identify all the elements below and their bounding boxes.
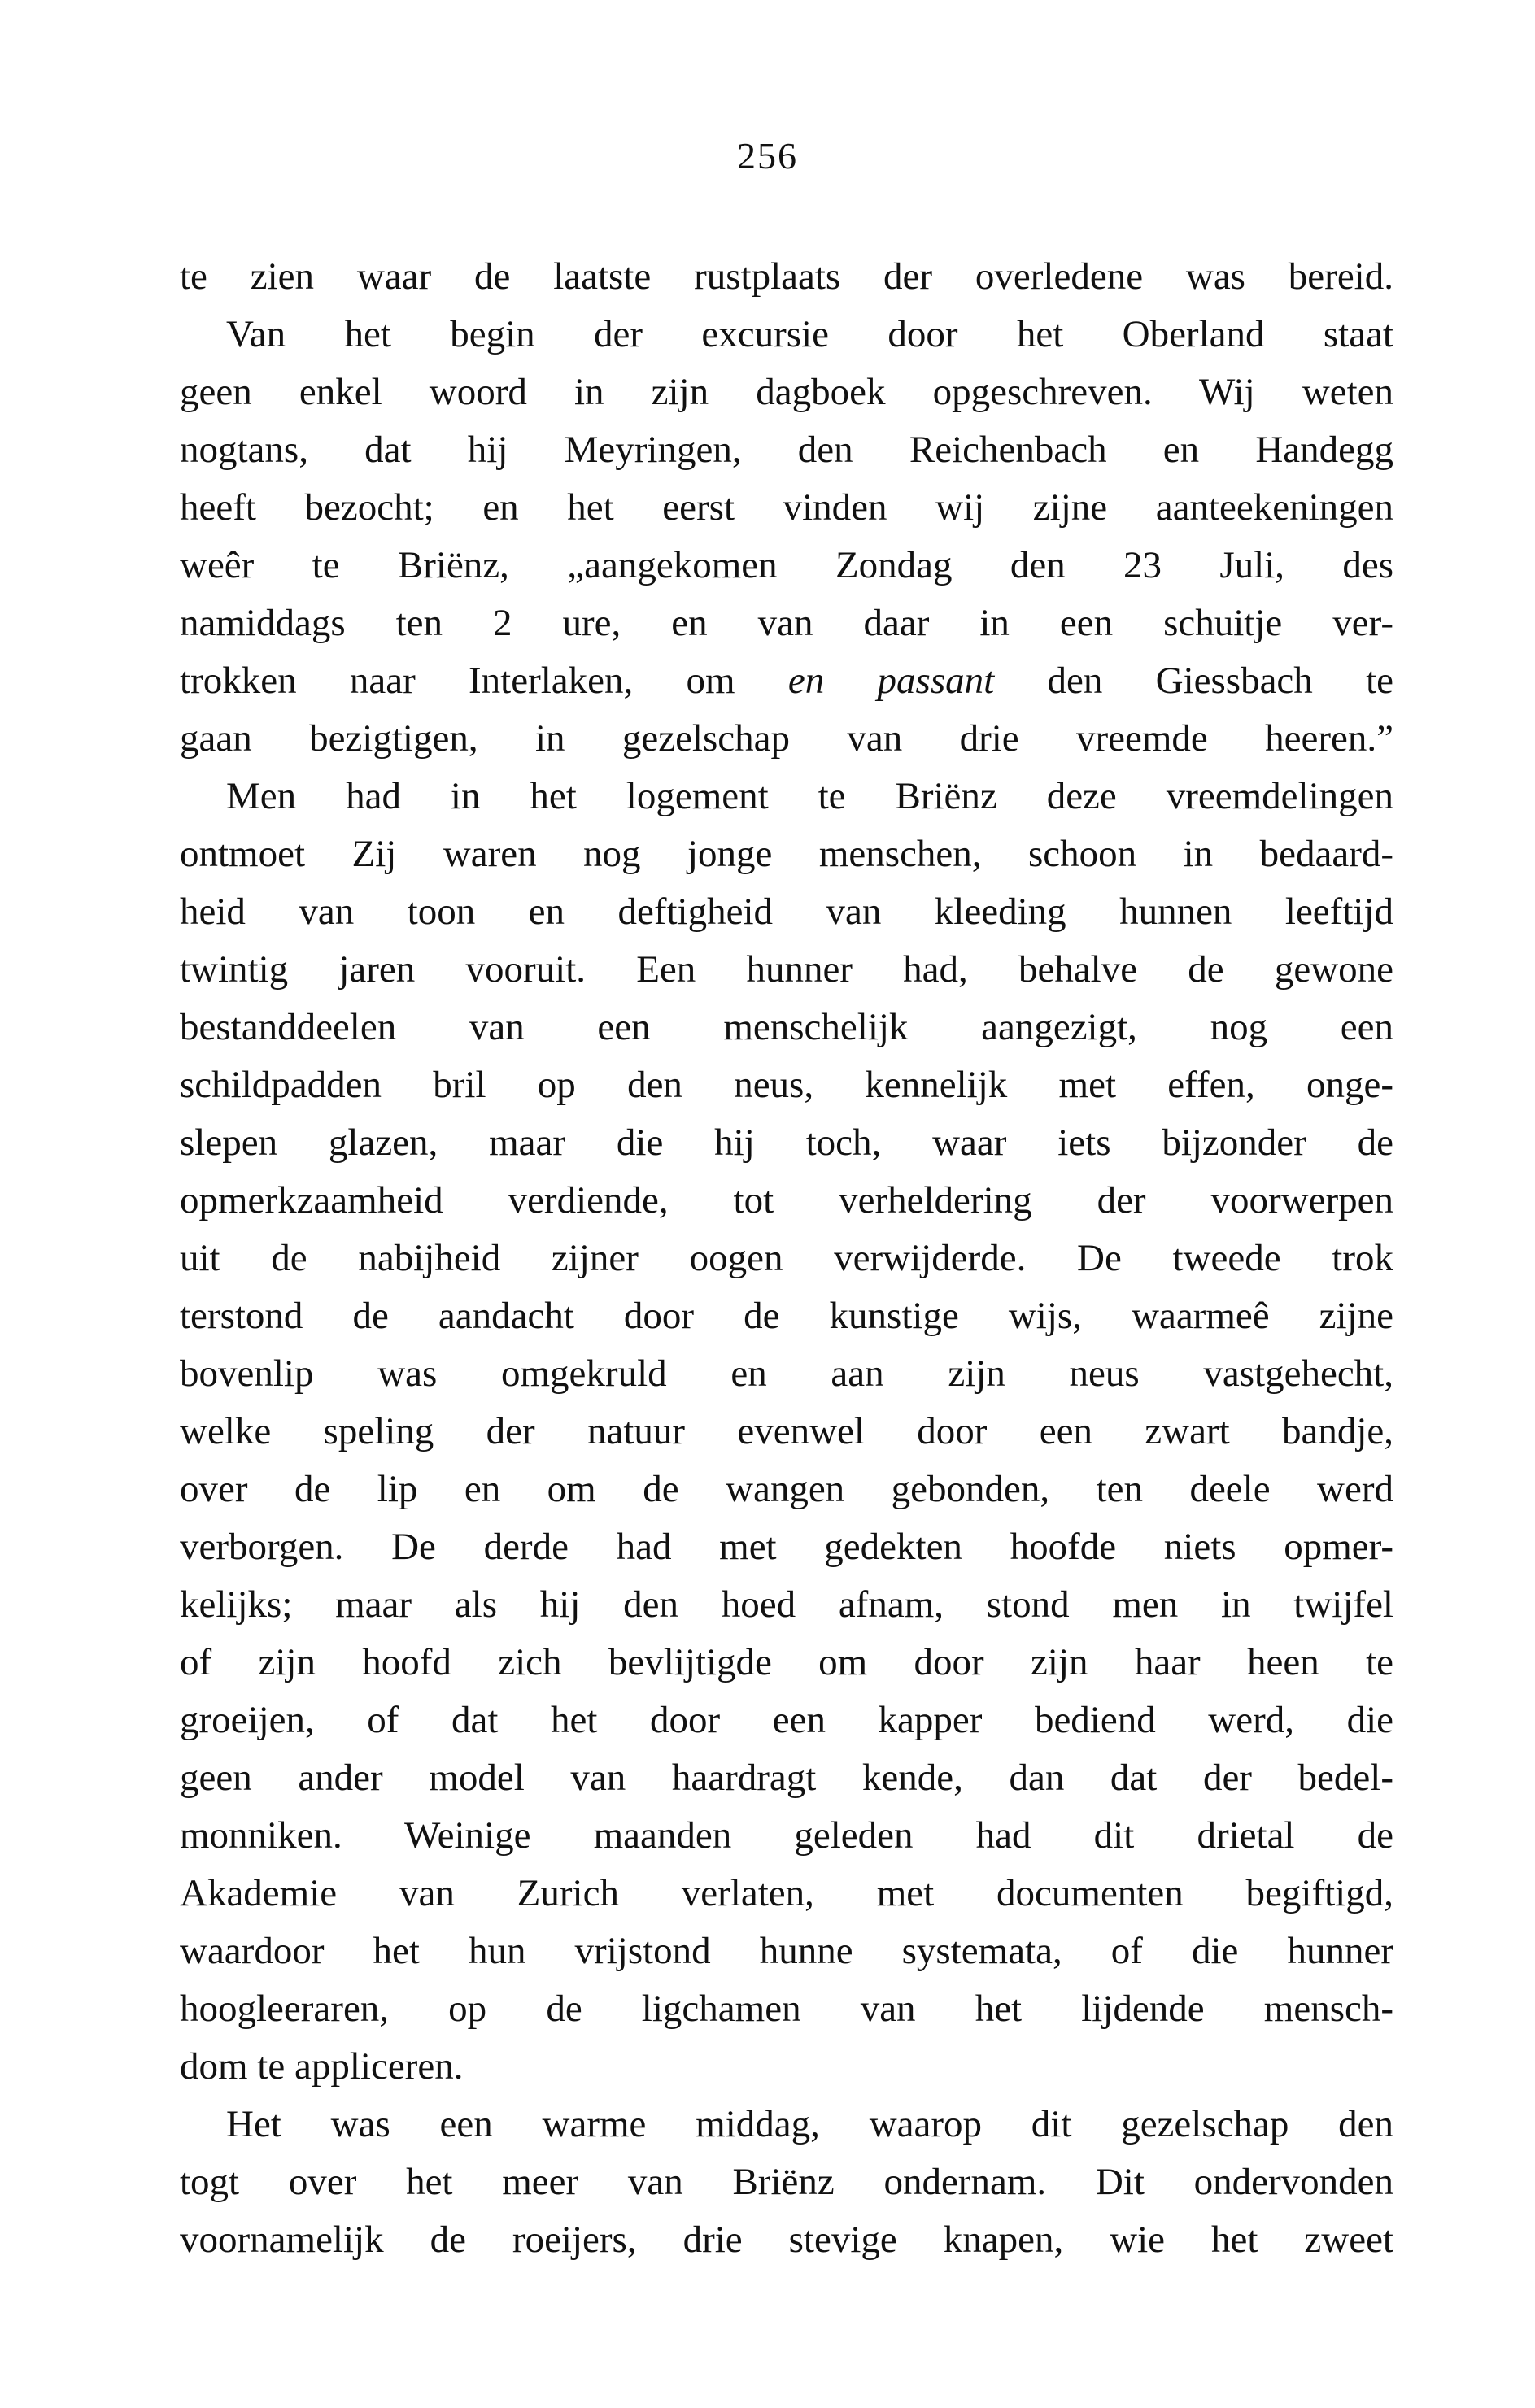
text-line xyxy=(180,1114,1393,1172)
text-span: opmerkzaamheid verdiende, tot verheldering der voorwerpen xyxy=(180,1179,1393,1221)
text-line xyxy=(180,1865,1393,1922)
page-number: 256 xyxy=(737,135,798,176)
text-span: groeijen, of dat het door een kapper bediend werd, die xyxy=(180,1699,1393,1741)
text-span: twintig jaren vooruit. Een hunner had, behalve de gewone xyxy=(180,948,1393,991)
text-line xyxy=(180,2096,1393,2153)
text-span: bovenlip was omgekruld en aan zijn neus vastgehecht, xyxy=(180,1352,1393,1395)
text-line xyxy=(180,1922,1393,1980)
text-line xyxy=(180,2153,1393,2211)
text-span: slepen glazen, maar die hij toch, waar iets bijzonder de xyxy=(180,1121,1393,1164)
text-span: geen enkel woord in zijn dagboek opgeschreven. Wij weten xyxy=(180,371,1393,413)
text-span: nogtans, dat hij Meyringen, den Reichenbach en Handegg xyxy=(180,429,1393,471)
text-line xyxy=(180,1634,1393,1692)
text-span: geen ander model van haardragt kende, dan dat der bedel- xyxy=(180,1757,1393,1799)
text-line xyxy=(180,421,1393,479)
text-line xyxy=(180,1287,1393,1345)
text-line xyxy=(180,1461,1393,1518)
text-span: heid van toon en deftigheid van kleeding hunnen leeftijd xyxy=(180,890,1393,933)
text-line xyxy=(180,941,1393,999)
text-span: trokken naar Interlaken, om xyxy=(180,660,788,702)
text-line xyxy=(180,594,1393,652)
text-line xyxy=(180,248,1393,306)
text-span: terstond de aandacht door de kunstige wijs, waarmeê zijne xyxy=(180,1295,1393,1337)
text-line xyxy=(180,2211,1393,2269)
body-text xyxy=(180,248,1393,2269)
text-line xyxy=(180,2038,1393,2096)
text-line xyxy=(180,1345,1393,1403)
text-span: ontmoet Zij waren nog jonge menschen, schoon in bedaard- xyxy=(180,833,1393,875)
text-span: uit de nabijheid zijner oogen verwijderde. De tweede trok xyxy=(180,1237,1393,1279)
text-line xyxy=(180,1980,1393,2038)
text-span: schildpadden bril op den neus, kennelijk met effen, onge- xyxy=(180,1064,1393,1106)
text-line xyxy=(180,1807,1393,1865)
text-line xyxy=(180,768,1393,825)
text-span: monniken. Weinige maanden geleden had dit drietal de xyxy=(180,1814,1393,1857)
text-span: of zijn hoofd zich bevlijtigde om door zijn haar heen te xyxy=(180,1641,1393,1683)
text-span: heeft bezocht; en het eerst vinden wij zijne aanteekeningen xyxy=(180,486,1393,529)
text-span: Men had in het logement te Briënz deze vreemdelingen xyxy=(226,775,1393,817)
text-span: Het was een warme middag, waarop dit gezelschap den xyxy=(226,2103,1393,2145)
text-span: weêr te Briënz, „aangekomen Zondag den 23 Juli, des xyxy=(180,544,1393,586)
text-span: welke speling der natuur evenwel door een zwart bandje, xyxy=(180,1410,1393,1452)
text-line xyxy=(180,1172,1393,1230)
text-span: waardoor het hun vrijstond hunne systemata, of die hunner xyxy=(180,1930,1393,1972)
text-line xyxy=(180,999,1393,1056)
text-line xyxy=(180,1518,1393,1576)
text-line xyxy=(180,1576,1393,1634)
text-line xyxy=(180,479,1393,537)
text-line xyxy=(180,710,1393,768)
text-line xyxy=(180,1749,1393,1807)
text-span: togt over het meer van Briënz ondernam. Dit ondervonden xyxy=(180,2161,1393,2203)
text-line xyxy=(180,825,1393,883)
text-span: Akademie van Zurich verlaten, met documenten begiftigd, xyxy=(180,1872,1393,1914)
text-span: Van het begin der excursie door het Oberland staat xyxy=(226,313,1393,355)
text-span: voornamelijk de roeijers, drie stevige knapen, wie het zweet xyxy=(180,2219,1393,2261)
text-span: verborgen. De derde had met gedekten hoofde niets opmer- xyxy=(180,1526,1393,1568)
italic-phrase: en passant xyxy=(787,660,995,702)
text-line xyxy=(180,1230,1393,1287)
text-span: bestanddeelen van een menschelijk aangezigt, nog een xyxy=(180,1006,1393,1048)
text-line xyxy=(180,1692,1393,1749)
text-line xyxy=(180,306,1393,364)
text-line xyxy=(180,1403,1393,1461)
text-span: namiddags ten 2 ure, en van daar in een schuitje ver- xyxy=(180,602,1393,644)
text-line xyxy=(180,1056,1393,1114)
text-span: kelijks; maar als hij den hoed afnam, stond men in twijfel xyxy=(180,1583,1393,1626)
text-span: den Giessbach te xyxy=(994,660,1394,702)
text-span: dom te appliceren. xyxy=(180,2045,464,2088)
text-span: gaan bezigtigen, in gezelschap van drie vreemde heeren.” xyxy=(180,717,1393,760)
text-line xyxy=(180,364,1393,421)
text-line xyxy=(180,652,1393,710)
text-span: hoogleeraren, op de ligchamen van het lijdende mensch- xyxy=(180,1988,1393,2030)
text-span: te zien waar de laatste rustplaats der overledene was bereid. xyxy=(180,255,1393,298)
text-span: over de lip en om de wangen gebonden, ten deele werd xyxy=(180,1468,1393,1510)
text-line xyxy=(180,883,1393,941)
text-line xyxy=(180,537,1393,594)
